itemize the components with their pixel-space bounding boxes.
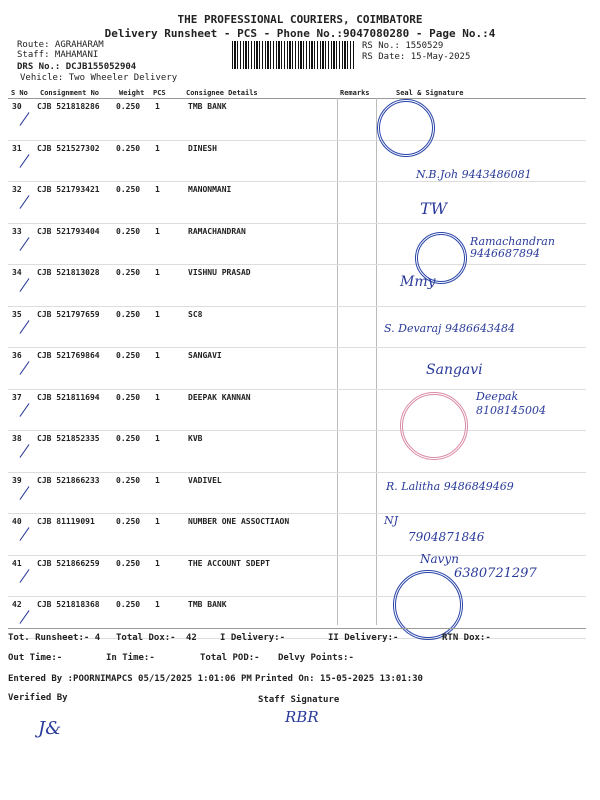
printed-on: Printed On: 15-05-2025 13:01:30 [255,674,423,684]
vehicle-label: Vehicle: Two Wheeler Delivery [20,73,178,83]
row-consignee: VISHNU PRASAD [188,268,251,277]
row-pcs: 1 [155,517,160,526]
check-mark-icon [20,403,30,417]
row-pcs: 1 [155,351,160,360]
rs-date: RS Date: 15-May-2025 [362,52,471,62]
row-pcs: 1 [155,476,160,485]
rs-number: RS No.: 1550529 [362,41,444,51]
row-sno: 36 [12,351,22,360]
row-weight: 0.250 [116,144,141,153]
row-consignment-no: CJB 521527302 [37,144,100,153]
signature-31: N.B.Joh 9443486081 [416,168,532,181]
col-sno: S No [11,89,28,97]
col-consignment: Consignment No [40,89,100,97]
row-sno: 35 [12,310,22,319]
signature-41: 6380721297 [454,566,537,581]
signature-34: Mmy [400,274,436,290]
row-weight: 0.250 [116,102,141,111]
row-sno: 30 [12,102,22,111]
check-mark-icon [20,610,30,624]
row-consignment-no: CJB 521797659 [37,310,100,319]
row-consignment-no: CJB 81119091 [37,517,95,526]
ii-delivery: II Delivery:- [328,633,399,643]
row-weight: 0.250 [116,310,141,319]
row-weight: 0.250 [116,393,141,402]
col-seal-signature: Seal & Signature [396,89,464,97]
row-sno: 37 [12,393,22,402]
row-sno: 38 [12,434,22,443]
row-weight: 0.250 [116,517,141,526]
row-consignment-no: CJB 521793404 [37,227,100,236]
table-row [0,514,600,556]
table-row [0,348,600,390]
row-weight: 0.250 [116,559,141,568]
drs-number: DRS No.: DCJB155052904 [17,62,137,72]
out-time: Out Time:- [8,653,63,663]
signature-33: Ramachandran 9446687894 [470,235,555,260]
row-sno: 31 [12,144,22,153]
row-consignment-no: CJB 521866259 [37,559,100,568]
rtn-dox: RTN Dox:- [442,633,491,643]
signature-36: Sangavi [426,362,483,378]
table-row [0,99,600,141]
row-weight: 0.250 [116,185,141,194]
row-consignee: THE ACCOUNT SDEPT [188,559,270,568]
row-consignment-no: CJB 521818286 [37,102,100,111]
row-consignment-no: CJB 521818368 [37,600,100,609]
row-pcs: 1 [155,102,160,111]
check-mark-icon [20,444,30,458]
row-consignment-no: CJB 521811694 [37,393,100,402]
signature-35: S. Devaraj 9486643484 [384,322,515,335]
row-weight: 0.250 [116,476,141,485]
row-consignment-no: CJB 521866233 [37,476,100,485]
row-pcs: 1 [155,310,160,319]
runsheet-subtitle: Delivery Runsheet - PCS - Phone No.:9047080280 - Page No.:4 [104,27,496,40]
table-row [0,265,600,307]
check-mark-icon [20,278,30,292]
staff-label: Staff: MAHAMANI [17,50,99,60]
total-pod: Total POD:- [200,653,260,663]
col-weight: Weight [119,89,145,97]
row-consignee: TMB BANK [188,102,227,111]
col-pcs: PCS [153,89,166,97]
check-mark-icon [20,154,30,168]
row-sno: 42 [12,600,22,609]
signature-41-mark: Navyn [420,552,459,566]
row-consignee: SC8 [188,310,203,319]
check-mark-icon [20,486,30,500]
row-consignee: DEEPAK KANNAN [188,393,251,402]
row-sno: 39 [12,476,22,485]
signature-39: R. Lalitha 9486849469 [386,480,514,493]
check-mark-icon [20,569,30,583]
row-weight: 0.250 [116,227,141,236]
tot-runsheet: Tot. Runsheet:- 4 [8,633,101,643]
verified-by: Verified By [8,693,68,703]
row-pcs: 1 [155,185,160,194]
check-mark-icon [20,237,30,251]
table-row [0,431,600,473]
check-mark-icon [20,195,30,209]
in-time: In Time:- [106,653,155,663]
row-consignee: KVB [188,434,203,443]
route-label: Route: AGRAHARAM [17,40,104,50]
row-pcs: 1 [155,144,160,153]
row-sno: 34 [12,268,22,277]
row-pcs: 1 [155,393,160,402]
check-mark-icon [20,112,30,126]
row-pcs: 1 [155,559,160,568]
row-sno: 33 [12,227,22,236]
row-consignment-no: CJB 521769864 [37,351,100,360]
barcode [232,41,354,69]
check-mark-icon [20,320,30,334]
signature-40-mark: NJ [384,514,399,527]
row-consignee: NUMBER ONE ASSOCTIAON [188,517,290,526]
signature-32: TW [420,199,448,218]
staff-signature: RBR [285,708,319,726]
delvy-points: Delvy Points:- [278,653,354,663]
row-weight: 0.250 [116,268,141,277]
row-consignment-no: CJB 521852335 [37,434,100,443]
row-sno: 41 [12,559,22,568]
row-consignee: RAMACHANDRAN [188,227,246,236]
row-pcs: 1 [155,600,160,609]
row-consignee: MANONMANI [188,185,232,194]
row-consignee: DINESH [188,144,217,153]
row-weight: 0.250 [116,434,141,443]
signature-37: Deepak 8108145004 [476,390,546,417]
row-consignee: TMB BANK [188,600,227,609]
check-mark-icon [20,361,30,375]
seal-stamp-37 [400,392,468,460]
bank-seal-stamp-42 [393,570,463,640]
col-remarks: Remarks [340,89,370,97]
total-dox-value: 42 [186,633,197,643]
staff-signature-label: Staff Signature [258,695,340,705]
row-consignment-no: CJB 521793421 [37,185,100,194]
row-weight: 0.250 [116,600,141,609]
check-mark-icon [20,527,30,541]
row-pcs: 1 [155,434,160,443]
row-pcs: 1 [155,268,160,277]
entered-by: Entered By :POORNIMAPCS 05/15/2025 1:01:06 PM [8,674,252,684]
row-pcs: 1 [155,227,160,236]
row-consignee: VADIVEL [188,476,222,485]
company-title: THE PROFESSIONAL COURIERS, COIMBATORE [177,13,423,26]
bank-seal-stamp [377,99,435,157]
verifier-signature: J& [38,718,62,739]
row-sno: 40 [12,517,22,526]
row-consignment-no: CJB 521813028 [37,268,100,277]
i-delivery: I Delivery:- [220,633,286,643]
total-dox-label: Total Dox:- [116,633,176,643]
row-consignee: SANGAVI [188,351,222,360]
table-row [0,182,600,224]
col-consignee: Consignee Details [186,89,258,97]
row-weight: 0.250 [116,351,141,360]
row-sno: 32 [12,185,22,194]
signature-40: 7904871846 [408,530,485,544]
